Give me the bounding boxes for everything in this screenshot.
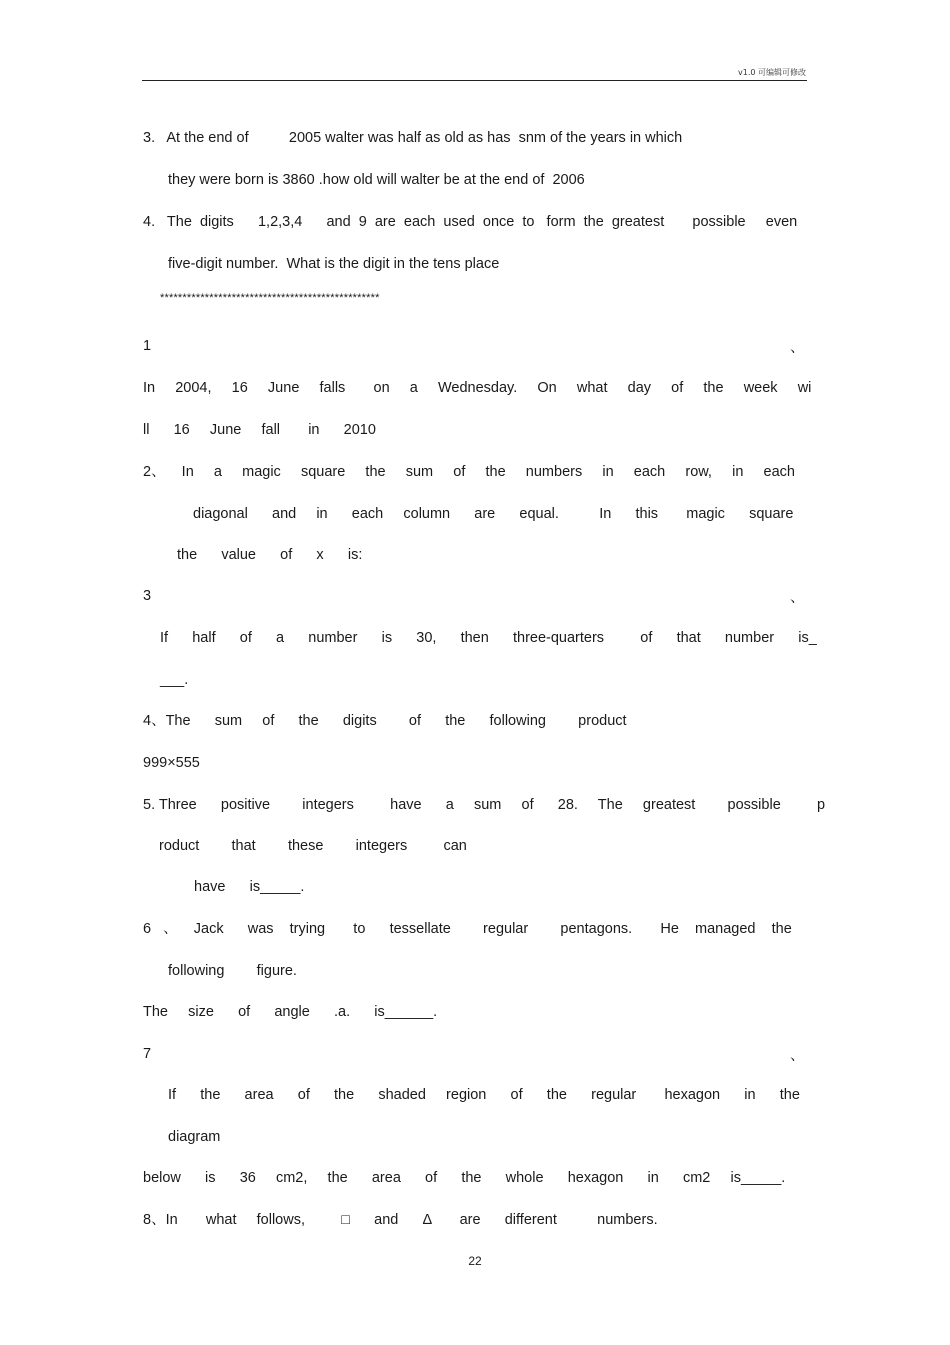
item6-line-1: 6 、 Jack was trying to tessellate regular pentagons. He managed the	[143, 921, 792, 937]
item3-number: 3	[143, 588, 152, 604]
item6-line-2: following figure.	[168, 963, 297, 979]
item2-line-3: the value of x is:	[177, 547, 363, 563]
item7-line-1: If the area of the shaded region of the regular hexagon in the	[168, 1087, 800, 1103]
item3-line-2: ___.	[160, 672, 189, 688]
page-number: 22	[468, 1254, 482, 1268]
item7-number: 7	[143, 1046, 152, 1062]
header-tag: v1.0 可编辑可修改	[738, 68, 806, 77]
q4-line-1: 4. The digits 1,2,3,4 and 9 are each used once to form the greatest possible even	[143, 214, 798, 230]
item2-line-1: 2、 In a magic square the sum of the numbers in each row, in each	[143, 464, 795, 480]
item3-mark: 、	[790, 590, 805, 606]
item2-line-2: diagonal and in each column are equal. In this magic square	[193, 506, 794, 522]
item4-line-2: 999×555	[143, 755, 200, 771]
item7-mark: 、	[790, 1048, 805, 1064]
header-rule	[142, 80, 807, 81]
item1-line-2: ll 16 June fall in 2010	[143, 422, 376, 438]
q3-line-2: they were born is 3860 .how old will walter be at the end of 2006	[168, 172, 585, 188]
item7-line-2: diagram	[168, 1129, 221, 1145]
item4-line-1: 4、The sum of the digits of the following product	[143, 713, 627, 729]
divider-stars: *************************************************	[160, 292, 380, 304]
item3-line-1: If half of a number is 30, then three-quarters of that number is_	[160, 630, 817, 646]
q3-line-1: 3. At the end of 2005 walter was half as old as has snm of the years in which	[143, 130, 683, 146]
q4-line-2: five-digit number. What is the digit in the tens place	[168, 256, 500, 272]
item1-number: 1	[143, 338, 152, 354]
item1-mark: 、	[790, 340, 805, 356]
item6-line-3: The size of angle .a. is______.	[143, 1004, 438, 1020]
item5-line-2: roduct that these integers can	[159, 838, 467, 854]
item1-line-1: In 2004, 16 June falls on a Wednesday. On what day of the week wi	[143, 380, 812, 396]
item7-line-3: below is 36 cm2, the area of the whole hexagon in cm2 is_____.	[143, 1170, 786, 1186]
item8-line-1: 8、In what follows, □ and Δ are different numbers.	[143, 1212, 658, 1228]
item5-line-1: 5. Three positive integers have a sum of 28. The greatest possible p	[143, 797, 826, 813]
item5-line-3: have is_____.	[194, 879, 305, 895]
